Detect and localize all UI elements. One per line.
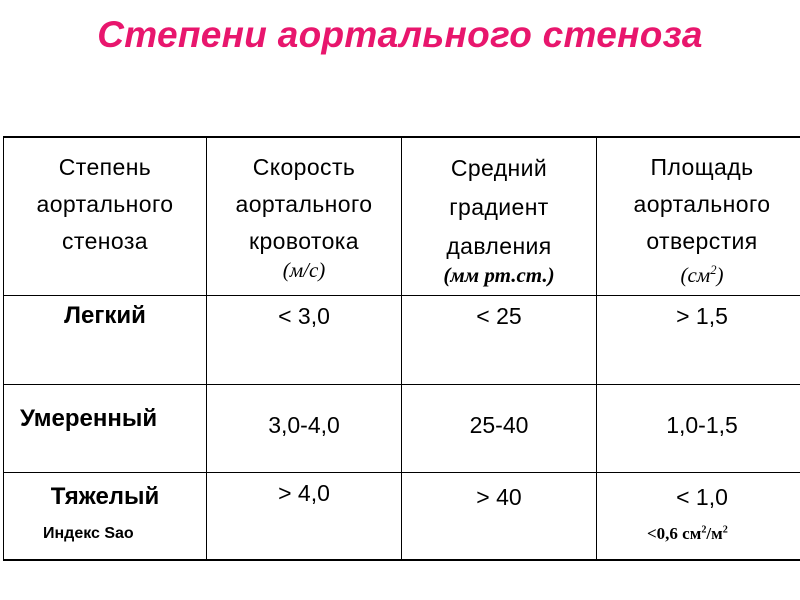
header-area-line3: отверстия [646, 228, 758, 254]
velocity-mild: < 3,0 [278, 302, 330, 329]
degree-severe-cell [4, 472, 207, 560]
degree-moderate-cell [4, 384, 207, 472]
header-degree [4, 137, 207, 295]
gradient-moderate-cell [402, 384, 597, 472]
header-gradient-line3: давления [446, 233, 552, 259]
header-degree-line2: аортального [36, 191, 174, 217]
gradient-severe-cell [402, 472, 597, 560]
table-row [4, 295, 800, 384]
index-sao-label: Индекс Sao [43, 524, 134, 542]
stenosis-table [3, 136, 800, 561]
header-degree-line3: стеноза [62, 228, 148, 254]
header-velocity [207, 137, 402, 295]
degree-moderate: Умеренный [20, 404, 158, 432]
velocity-moderate-cell [207, 384, 402, 472]
header-area-line2: аортального [633, 191, 771, 217]
velocity-moderate: 3,0-4,0 [268, 411, 340, 438]
gradient-severe: > 40 [476, 483, 522, 510]
degree-mild-cell [4, 295, 207, 384]
gradient-mild: < 25 [476, 302, 522, 329]
velocity-severe: > 4,0 [278, 479, 330, 506]
table-row [4, 472, 800, 560]
header-area-unit: $(см^2)$ [680, 263, 724, 287]
area-index-note: <0,6 $см^2/м^2$ [647, 523, 728, 543]
area-mild-cell [597, 295, 800, 384]
gradient-mild-cell [402, 295, 597, 384]
area-severe-cell [597, 472, 800, 560]
slide-title: Степени аортального стеноза [97, 14, 703, 55]
header-velocity-unit: (м/с) [282, 258, 326, 282]
header-gradient [402, 137, 597, 295]
table-row [4, 384, 800, 472]
header-gradient-line1: Средний [450, 155, 548, 181]
header-gradient-unit: (мм рт.ст.) [443, 263, 555, 287]
area-severe: < 1,0 [676, 483, 728, 510]
gradient-moderate: 25-40 [469, 411, 529, 438]
header-degree-line1: Степень [58, 154, 152, 180]
header-gradient-line2: градиент [449, 194, 549, 220]
area-moderate-cell [597, 384, 800, 472]
degree-severe: Тяжелый [50, 482, 160, 510]
header-velocity-line3: кровотока [249, 228, 359, 254]
degree-mild: Легкий [64, 301, 146, 329]
table-header-row [4, 137, 800, 295]
area-mild: > 1,5 [676, 302, 728, 329]
header-area-line1: Площадь [650, 154, 754, 180]
header-velocity-line2: аортального [235, 191, 373, 217]
area-moderate: 1,0-1,5 [666, 411, 738, 438]
header-area [597, 137, 800, 295]
velocity-mild-cell [207, 295, 402, 384]
velocity-severe-cell [207, 472, 402, 560]
header-velocity-line1: Скорость [252, 154, 356, 180]
